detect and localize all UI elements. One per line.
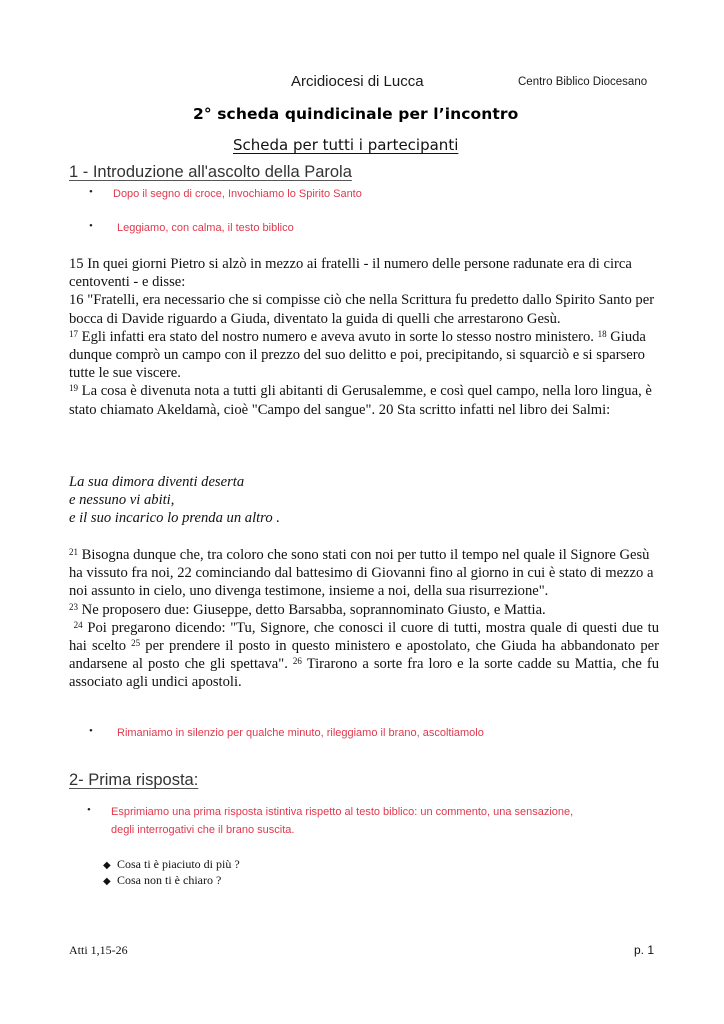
verse-15: 15 In quei giorni Pietro si alzò in mezzo ai fratelli - il numero delle persone radunate era di circa centoventi - e disse:	[69, 256, 632, 291]
section-1-heading: 1 - Introduzione all'ascolto della Parola	[69, 163, 352, 181]
verse-number: 25	[131, 638, 141, 649]
verse-number: 21	[69, 547, 78, 557]
page-subtitle: Scheda per tutti i partecipanti	[233, 136, 459, 154]
verses-24-26: $^{24}$ Poi pregarono dicendo: "Tu, Signore, che conosci il cuore di tutti, mostra quale di questi due tu hai scelto $^{25}$ per prendere il posto in questo ministero e apostolato, che Giuda ha abbandonato per andarsene al posto che gli spettava". $^{26}$ Tirarono a sorte fra loro e la sorte cadde su Mattia, che fu associato agli undici apostoli.	[69, 619, 660, 691]
bible-passage-continued	[69, 546, 659, 692]
section-2-heading: 2- Prima risposta:	[69, 771, 199, 789]
page-number: p. 1	[634, 943, 655, 957]
instruction-text: Rimaniamo in silenzio per qualche minuto, rileggiamo il brano, ascoltiamolo	[117, 727, 484, 739]
instruction-text: Dopo il segno di croce, Invochiamo lo Spirito Santo	[113, 188, 362, 200]
bullet-icon: •	[89, 725, 93, 737]
diamond-bullet-icon: ◆	[103, 876, 111, 887]
verses-17-18: $^{17}$ Egli infatti era stato del nostro numero e aveva avuto in sorte lo stesso nostro ministero. $^{18}$ Giuda dunque comprò un campo con il prezzo del suo delitto e poi, precipitando, si squarciò e si sparsero tutte le sue viscere.	[69, 328, 646, 382]
bullet-icon: •	[89, 220, 93, 232]
verse-number: 26	[292, 656, 302, 667]
question-item: ◆ Cosa ti è piaciuto di più ?	[103, 857, 240, 871]
verse-number: 18	[597, 328, 607, 339]
question-item: ◆ Cosa non ti è chiaro ?	[103, 873, 222, 887]
page-title: 2° scheda quindicinale per l’incontro	[193, 105, 519, 123]
bullet-icon: •	[87, 804, 91, 816]
diamond-bullet-icon: ◆	[103, 860, 111, 871]
verses-19-20: $^{19}$ La cosa è divenuta nota a tutti gli abitanti di Gerusalemme, e così quel campo, nella loro lingua, è stato chiamato Akeldamà, cioè "Campo del sangue". 20 Sta scritto infatti nel libro dei Salmi:	[69, 383, 652, 418]
verse-16: 16 "Fratelli, era necessario che si compisse ciò che nella Scrittura fu predetto dallo Spirito Santo per bocca di Davide riguardo a Giuda, diventato la guida di quelli che arrestarono Gesù.	[69, 292, 655, 327]
psalm-quote: La sua dimora diventi deserta e nessuno vi abiti, e il suo incarico lo prenda un altro .	[69, 474, 280, 527]
header-center: Centro Biblico Diocesano	[518, 76, 648, 88]
verses-21-22: $^{21}$ Bisogna dunque che, tra coloro che sono stati con noi per tutto il tempo nel quale il Signore Gesù ha vissuto fra noi, 22 cominciando dal battesimo di Giovanni fino al giorno in cui è stato di mezzo a noi assunto in cielo, uno divenga testimone, insieme a noi, della sua risurrezione".	[69, 547, 654, 600]
instruction-text: Leggiamo, con calma, il testo biblico	[117, 222, 294, 234]
instruction-text-line2: degli interrogativi che il brano suscita.	[111, 824, 295, 836]
bible-passage	[69, 255, 659, 419]
verse-23: $^{23}$ Ne proposero due: Giuseppe, detto Barsabba, soprannominato Giusto, e Mattia.	[69, 601, 546, 618]
verse-number: 19	[69, 383, 78, 394]
bullet-icon: •	[89, 186, 93, 198]
instruction-text-line1: Esprimiamo una prima risposta istintiva rispetto al testo biblico: un commento, una sensazione,	[111, 806, 574, 818]
verse-number: 24	[73, 619, 83, 630]
verse-number: 17	[69, 328, 78, 339]
footer-reference: Atti 1,15-26	[69, 943, 128, 957]
verse-number: 23	[69, 601, 78, 612]
header-diocese: Arcidiocesi di Lucca	[291, 73, 424, 90]
